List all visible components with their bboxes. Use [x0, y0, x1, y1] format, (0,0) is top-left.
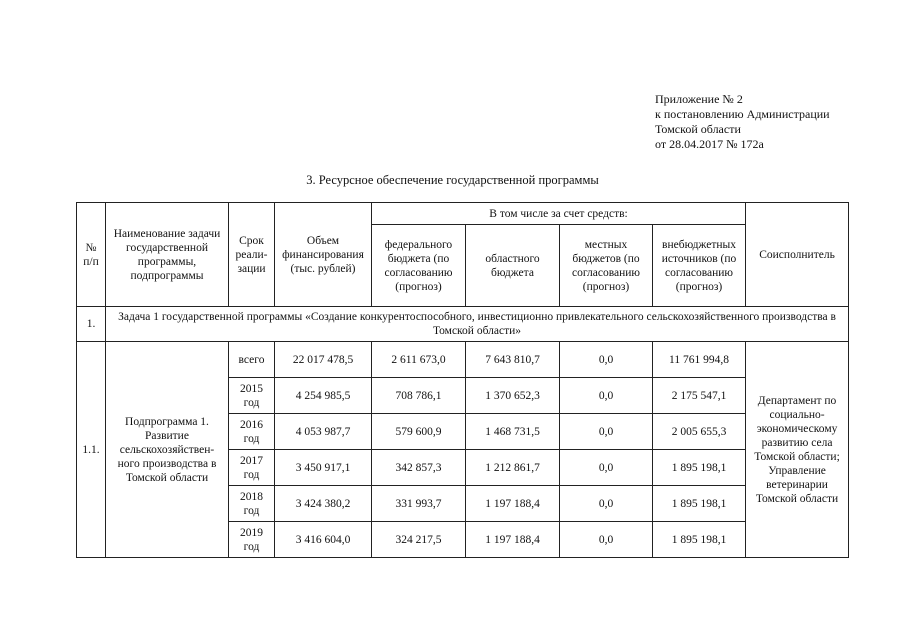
header-row — [77, 203, 849, 225]
cell-local: 0,0 — [560, 486, 653, 522]
header-coexecutor: Соисполнитель — [746, 203, 849, 307]
cell-local: 0,0 — [560, 378, 653, 414]
cell-regional: 1 468 731,5 — [466, 414, 560, 450]
cell-term: 2017 год — [229, 450, 275, 486]
cell-regional: 7 643 810,7 — [466, 342, 560, 378]
cell-volume: 4 053 987,7 — [275, 414, 372, 450]
cell-federal: 342 857,3 — [372, 450, 466, 486]
cell-extra: 1 895 198,1 — [653, 450, 746, 486]
cell-regional: 1 197 188,4 — [466, 522, 560, 558]
table-row — [77, 342, 849, 378]
appendix-line: Томской области — [655, 122, 741, 136]
cell-local: 0,0 — [560, 414, 653, 450]
cell-volume: 3 416 604,0 — [275, 522, 372, 558]
cell-extra: 1 895 198,1 — [653, 522, 746, 558]
coexecutor: Департамент по социально-экономическому развитию села Томской области; Управление ветеринарии Томской области — [746, 342, 849, 558]
cell-federal: 2 611 673,0 — [372, 342, 466, 378]
header-name: Наименование задачи государственной программы, подпрограммы — [106, 203, 229, 307]
cell-local: 0,0 — [560, 342, 653, 378]
header-extra: внебюджетных источников (по согласованию (прогноз) — [653, 225, 746, 307]
task-text: Задача 1 государственной программы «Создание конкурентоспособного, инвестиционно привлекательного сельскохозяйственного производства в Томской области» — [106, 307, 849, 342]
header-including: В том числе за счет средств: — [372, 203, 746, 225]
header-regional: областного бюджета — [466, 225, 560, 307]
header-federal: федерального бюджета (по согласованию (прогноз) — [372, 225, 466, 307]
cell-regional: 1 370 652,3 — [466, 378, 560, 414]
cell-regional: 1 197 188,4 — [466, 486, 560, 522]
resource-table — [76, 202, 849, 558]
cell-volume: 3 450 917,1 — [275, 450, 372, 486]
cell-extra: 11 761 994,8 — [653, 342, 746, 378]
cell-volume: 22 017 478,5 — [275, 342, 372, 378]
appendix-line: к постановлению Администрации — [655, 107, 830, 121]
cell-federal: 324 217,5 — [372, 522, 466, 558]
cell-term: 2016 год — [229, 414, 275, 450]
cell-extra: 1 895 198,1 — [653, 486, 746, 522]
cell-local: 0,0 — [560, 450, 653, 486]
header-volume: Объем финансирования (тыс. рублей) — [275, 203, 372, 307]
document-title: 3. Ресурсное обеспечение государственной программы — [306, 173, 599, 187]
appendix-line: от 28.04.2017 № 172а — [655, 137, 764, 151]
subprogram-name: Подпрограмма 1. Развитие сельскохозяйствен-ного производства в Томской области — [106, 342, 229, 558]
task-num: 1. — [77, 307, 106, 342]
header-local: местных бюджетов (по согласованию (прогноз) — [560, 225, 653, 307]
cell-volume: 4 254 985,5 — [275, 378, 372, 414]
cell-volume: 3 424 380,2 — [275, 486, 372, 522]
cell-term: 2015 год — [229, 378, 275, 414]
cell-term: всего — [229, 342, 275, 378]
cell-regional: 1 212 861,7 — [466, 450, 560, 486]
subprogram-num: 1.1. — [77, 342, 106, 558]
task-row — [77, 307, 849, 342]
cell-federal: 579 600,9 — [372, 414, 466, 450]
appendix-line: Приложение № 2 — [655, 92, 743, 106]
cell-extra: 2 175 547,1 — [653, 378, 746, 414]
cell-term: 2019 год — [229, 522, 275, 558]
header-term: Срок реали-зации — [229, 203, 275, 307]
cell-federal: 708 786,1 — [372, 378, 466, 414]
header-num: № п/п — [77, 203, 106, 307]
appendix-block — [655, 92, 830, 152]
cell-local: 0,0 — [560, 522, 653, 558]
cell-term: 2018 год — [229, 486, 275, 522]
cell-extra: 2 005 655,3 — [653, 414, 746, 450]
cell-federal: 331 993,7 — [372, 486, 466, 522]
